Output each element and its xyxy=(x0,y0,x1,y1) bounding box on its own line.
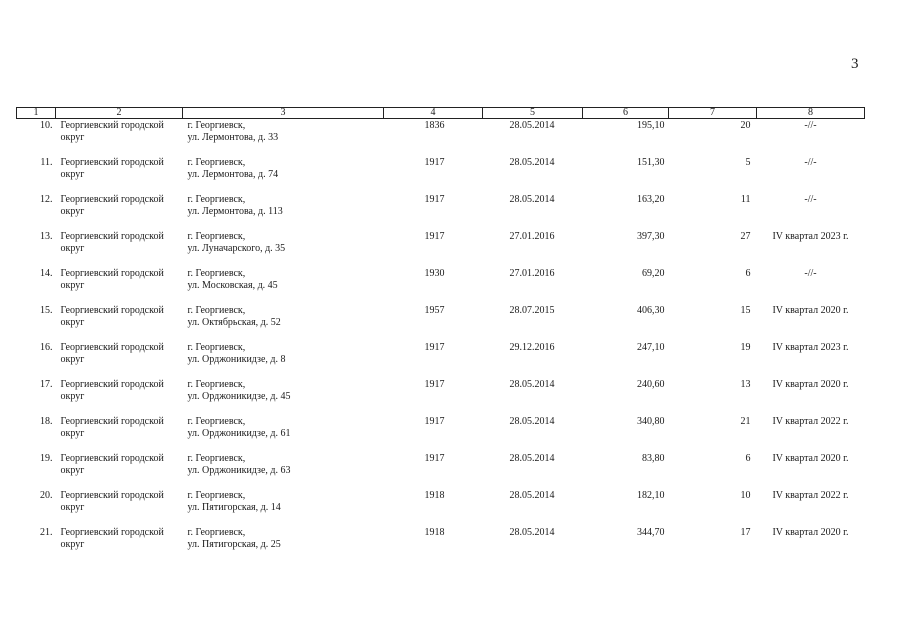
address-cell xyxy=(183,305,384,342)
area-cell: 151,30 xyxy=(637,157,665,168)
area-cell: 397,30 xyxy=(637,231,665,242)
district-cell xyxy=(56,268,183,305)
column-header: 6 xyxy=(583,108,669,119)
area-cell: 182,10 xyxy=(637,490,665,501)
district-cell-line: Георгиевский городской xyxy=(60,305,164,316)
district-cell-line: округ xyxy=(60,169,85,180)
address-cell-line: ул. Лермонтова, д. 74 xyxy=(187,169,279,180)
district-cell-line: Георгиевский городской xyxy=(60,379,164,390)
column-header: 1 xyxy=(17,108,56,119)
date-cell: 28.05.2014 xyxy=(509,120,555,131)
year-cell: 1917 xyxy=(424,342,445,353)
district-cell xyxy=(56,231,183,268)
table-row xyxy=(17,231,865,268)
area-cell: 69,20 xyxy=(642,268,665,279)
district-cell xyxy=(56,194,183,231)
district-cell xyxy=(56,119,183,158)
housing-table xyxy=(16,107,865,564)
term-cell: -//- xyxy=(804,157,817,168)
term-cell: IV квартал 2022 г. xyxy=(772,416,849,427)
address-cell-line: г. Георгиевск, xyxy=(187,379,246,390)
row-number-cell: 18. xyxy=(40,416,53,427)
date-cell: 28.05.2014 xyxy=(509,490,555,501)
address-cell-line: ул. Орджоникидзе, д. 8 xyxy=(187,354,286,365)
district-cell-line: округ xyxy=(60,243,85,254)
address-cell-line: г. Георгиевск, xyxy=(187,194,246,205)
row-number-cell: 16. xyxy=(40,342,53,353)
term-cell: IV квартал 2020 г. xyxy=(772,453,849,464)
year-cell: 1917 xyxy=(424,416,445,427)
area-cell: 340,80 xyxy=(637,416,665,427)
column-header: 5 xyxy=(483,108,583,119)
table-row xyxy=(17,157,865,194)
column-header: 2 xyxy=(56,108,183,119)
district-cell-line: Георгиевский городской xyxy=(60,453,164,464)
district-cell-line: Георгиевский городской xyxy=(60,268,164,279)
district-cell-line: округ xyxy=(60,354,85,365)
address-cell-line: ул. Пятигорская, д. 14 xyxy=(187,502,281,513)
address-cell-line: г. Георгиевск, xyxy=(187,453,246,464)
district-cell xyxy=(56,157,183,194)
year-cell: 1917 xyxy=(424,231,445,242)
district-cell-line: округ xyxy=(60,539,85,550)
address-cell-line: ул. Октябрьская, д. 52 xyxy=(187,317,281,328)
residents-count-cell: 6 xyxy=(745,453,751,464)
address-cell-line: ул. Луначарского, д. 35 xyxy=(187,243,286,254)
address-cell-line: ул. Орджоникидзе, д. 45 xyxy=(187,391,291,402)
district-cell-line: округ xyxy=(60,132,85,143)
column-number-header xyxy=(17,108,865,119)
address-cell-line: г. Георгиевск, xyxy=(187,268,246,279)
address-cell xyxy=(183,342,384,379)
address-cell xyxy=(183,527,384,564)
district-cell xyxy=(56,453,183,490)
district-cell-line: Георгиевский городской xyxy=(60,120,164,131)
date-cell: 28.05.2014 xyxy=(509,379,555,390)
address-cell-line: г. Георгиевск, xyxy=(187,527,246,538)
year-cell: 1930 xyxy=(424,268,445,279)
residents-count-cell: 10 xyxy=(740,490,751,501)
date-cell: 27.01.2016 xyxy=(509,268,555,279)
district-cell-line: Георгиевский городской xyxy=(60,157,164,168)
address-cell-line: ул. Московская, д. 45 xyxy=(187,280,278,291)
district-cell-line: Георгиевский городской xyxy=(60,342,164,353)
year-cell: 1836 xyxy=(424,120,445,131)
term-cell: IV квартал 2020 г. xyxy=(772,527,849,538)
row-number-cell: 20. xyxy=(40,490,53,501)
row-number-cell: 17. xyxy=(40,379,53,390)
date-cell: 27.01.2016 xyxy=(509,231,555,242)
date-cell: 29.12.2016 xyxy=(509,342,555,353)
term-cell: IV квартал 2020 г. xyxy=(772,379,849,390)
district-cell-line: Георгиевский городской xyxy=(60,231,164,242)
address-cell xyxy=(183,490,384,527)
year-cell: 1917 xyxy=(424,194,445,205)
address-cell-line: ул. Орджоникидзе, д. 61 xyxy=(187,428,291,439)
address-cell xyxy=(183,416,384,453)
area-cell: 163,20 xyxy=(637,194,665,205)
residents-count-cell: 11 xyxy=(740,194,751,205)
district-cell xyxy=(56,490,183,527)
address-cell-line: г. Георгиевск, xyxy=(187,490,246,501)
year-cell: 1957 xyxy=(424,305,445,316)
term-cell: IV квартал 2023 г. xyxy=(772,231,849,242)
address-cell-line: ул. Лермонтова, д. 113 xyxy=(187,206,283,217)
address-cell xyxy=(183,231,384,268)
district-cell-line: Георгиевский городской xyxy=(60,527,164,538)
address-cell xyxy=(183,194,384,231)
residents-count-cell: 17 xyxy=(740,527,751,538)
address-cell xyxy=(183,119,384,158)
row-number-cell: 10. xyxy=(40,120,53,131)
table-row xyxy=(17,194,865,231)
term-cell: -//- xyxy=(804,194,817,205)
district-cell-line: Георгиевский городской xyxy=(60,490,164,501)
area-cell: 344,70 xyxy=(637,527,665,538)
column-header: 8 xyxy=(757,108,865,119)
district-cell-line: Георгиевский городской xyxy=(60,416,164,427)
district-cell-line: округ xyxy=(60,391,85,402)
address-cell-line: ул. Лермонтова, д. 33 xyxy=(187,132,279,143)
district-cell-line: округ xyxy=(60,465,85,476)
area-cell: 240,60 xyxy=(637,379,665,390)
row-number-cell: 12. xyxy=(40,194,53,205)
residents-count-cell: 13 xyxy=(740,379,751,390)
date-cell: 28.05.2014 xyxy=(509,194,555,205)
column-header: 4 xyxy=(384,108,483,119)
area-cell: 195,10 xyxy=(637,120,665,131)
column-header: 3 xyxy=(183,108,384,119)
area-cell: 247,10 xyxy=(637,342,665,353)
date-cell: 28.05.2014 xyxy=(509,453,555,464)
table-row xyxy=(17,453,865,490)
address-cell-line: г. Георгиевск, xyxy=(187,342,246,353)
year-cell: 1917 xyxy=(424,379,445,390)
row-number-cell: 21. xyxy=(40,527,53,538)
table-row xyxy=(17,119,865,158)
row-number-cell: 19. xyxy=(40,453,53,464)
address-cell-line: г. Георгиевск, xyxy=(187,416,246,427)
term-cell: -//- xyxy=(804,120,817,131)
district-cell-line: округ xyxy=(60,280,85,291)
district-cell-line: округ xyxy=(60,317,85,328)
row-number-cell: 11. xyxy=(40,157,53,168)
table-row xyxy=(17,490,865,527)
residents-count-cell: 6 xyxy=(745,268,751,279)
address-cell xyxy=(183,268,384,305)
district-cell-line: округ xyxy=(60,428,85,439)
table-row xyxy=(17,268,865,305)
date-cell: 28.05.2014 xyxy=(509,527,555,538)
table-row xyxy=(17,527,865,564)
address-cell-line: г. Георгиевск, xyxy=(187,157,246,168)
term-cell: IV квартал 2023 г. xyxy=(772,342,849,353)
address-cell xyxy=(183,379,384,416)
date-cell: 28.05.2014 xyxy=(509,157,555,168)
residents-count-cell: 21 xyxy=(740,416,751,427)
year-cell: 1917 xyxy=(424,157,445,168)
residents-count-cell: 27 xyxy=(740,231,751,242)
district-cell xyxy=(56,342,183,379)
table-row xyxy=(17,416,865,453)
district-cell xyxy=(56,527,183,564)
address-cell-line: г. Георгиевск, xyxy=(187,120,246,131)
date-cell: 28.05.2014 xyxy=(509,416,555,427)
district-cell xyxy=(56,305,183,342)
district-cell xyxy=(56,416,183,453)
district-cell-line: округ xyxy=(60,206,85,217)
table-row xyxy=(17,305,865,342)
year-cell: 1917 xyxy=(424,453,445,464)
row-number-cell: 13. xyxy=(40,231,53,242)
year-cell: 1918 xyxy=(424,490,445,501)
district-cell xyxy=(56,379,183,416)
residents-count-cell: 19 xyxy=(740,342,751,353)
page-number: 3 xyxy=(851,56,859,72)
table-row xyxy=(17,379,865,416)
address-cell xyxy=(183,157,384,194)
address-cell-line: ул. Пятигорская, д. 25 xyxy=(187,539,281,550)
date-cell: 28.07.2015 xyxy=(509,305,555,316)
district-cell-line: округ xyxy=(60,502,85,513)
term-cell: IV квартал 2022 г. xyxy=(772,490,849,501)
area-cell: 83,80 xyxy=(642,453,665,464)
address-cell-line: г. Георгиевск, xyxy=(187,305,246,316)
term-cell: -//- xyxy=(804,268,817,279)
district-cell-line: Георгиевский городской xyxy=(60,194,164,205)
table-row xyxy=(17,342,865,379)
residents-count-cell: 20 xyxy=(740,120,751,131)
area-cell: 406,30 xyxy=(637,305,665,316)
residents-count-cell: 15 xyxy=(740,305,751,316)
address-cell-line: г. Георгиевск, xyxy=(187,231,246,242)
residents-count-cell: 5 xyxy=(745,157,751,168)
address-cell-line: ул. Орджоникидзе, д. 63 xyxy=(187,465,291,476)
year-cell: 1918 xyxy=(424,527,445,538)
row-number-cell: 15. xyxy=(40,305,53,316)
address-cell xyxy=(183,453,384,490)
column-header: 7 xyxy=(669,108,757,119)
term-cell: IV квартал 2020 г. xyxy=(772,305,849,316)
row-number-cell: 14. xyxy=(40,268,53,279)
